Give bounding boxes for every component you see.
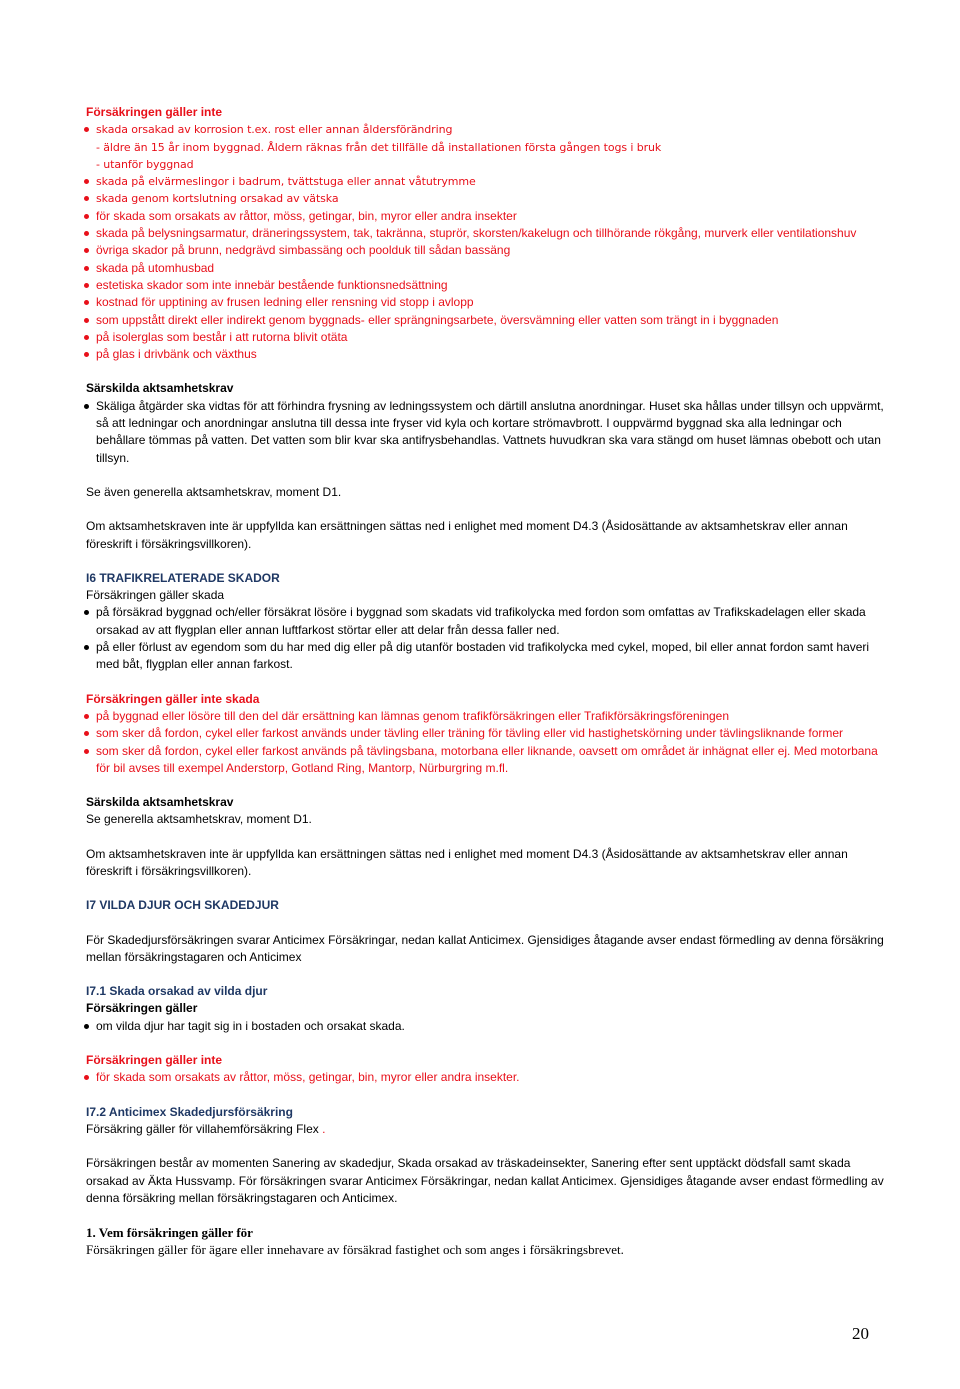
- list-subitem: - utanför byggnad: [96, 157, 194, 171]
- list-item: skada på utomhusbad: [86, 260, 886, 277]
- list-item: skada genom kortslutning orsakad av vätska: [86, 190, 886, 207]
- section-subheading: Försäkringen gäller: [86, 1001, 198, 1016]
- section-subheading: I7.1 Skada orsakad av vilda djur: [86, 984, 268, 999]
- section-heading: I7 VILDA DJUR OCH SKADEDJUR: [86, 898, 279, 913]
- list-item: på försäkrad byggnad och/eller försäkrat lösöre i byggnad som skadats vid trafikolycka med fordon som omfattas av Trafikskadelagen eller skada orsakad av att flygplan eller annan luftfarkost störtar eller att delar från dessa faller ned.: [86, 604, 886, 639]
- list-item: skada på belysningsarmatur, dräneringssystem, tak, takränna, stuprör, skorsten/kakelugn och tillhörande rökgång, murverk eller ventilationshuv: [86, 225, 886, 242]
- section-heading: Försäkringen gäller inte: [86, 105, 223, 119]
- list-item: för skada som orsakats av råttor, möss, getingar, bin, myror eller andra insekter: [86, 208, 886, 225]
- list-item: som sker då fordon, cykel eller farkost används under tävling eller träning för tävling eller vid hastighetskörning under tävlingsliknande former: [86, 725, 886, 742]
- paragraph: Se även generella aktsamhetskrav, moment D1.: [86, 484, 342, 499]
- paragraph: Försäkringen gäller för ägare eller innehavare av försäkrad fastighet och som anges i försäkringsbrevet.: [86, 1242, 624, 1258]
- paragraph: Om aktsamhetskraven inte är uppfyllda kan ersättningen sättas ned i enlighet med moment D4.3 (Åsidosättande av aktsamhetskrav eller annan föreskrift i försäkringsvillkoren).: [86, 846, 848, 878]
- paragraph: Se generella aktsamhetskrav, moment D1.: [86, 812, 312, 827]
- exclusion-list: [86, 708, 886, 777]
- list-item: på byggnad eller lösöre till den del där ersättning kan lämnas genom trafikförsäkringen eller Trafikförsäkringsföreningen: [86, 708, 886, 725]
- section-subheading: I7.2 Anticimex Skadedjursförsäkring: [86, 1104, 293, 1119]
- list-item: på glas i drivbänk och växthus: [86, 346, 886, 363]
- section-heading: I6 TRAFIKRELATERADE SKADOR: [86, 570, 280, 585]
- list-item: på isolerglas som består i att rutorna blivit otäta: [86, 329, 886, 346]
- section-heading: Försäkringen gäller inte: [86, 1053, 223, 1068]
- coverage-list: [86, 1018, 886, 1035]
- page-number: 20: [852, 1324, 869, 1343]
- list-item: estetiska skador som inte innebär bestående funktionsnedsättning: [86, 277, 886, 294]
- paragraph: [86, 1121, 886, 1138]
- document-page: [86, 104, 886, 1259]
- numbered-heading: 1. Vem försäkringen gäller för: [86, 1225, 253, 1241]
- flex-mark: .: [322, 1121, 326, 1136]
- exclusion-list: [86, 208, 886, 364]
- paragraph: För Skadedjursförsäkringen svarar Anticimex Försäkringar, nedan kallat Anticimex. Gjensidiges åtagande avser endast förmedling av denna försäkring mellan försäkringstagaren och Anticimex: [86, 932, 884, 964]
- list-item: kostnad för upptining av frusen ledning eller rensning vid stopp i avlopp: [86, 294, 886, 311]
- list-item: om vilda djur har tagit sig in i bostaden och orsakat skada.: [86, 1018, 886, 1035]
- paragraph: Om aktsamhetskraven inte är uppfyllda kan ersättningen sättas ned i enlighet med moment D4.3 (Åsidosättande av aktsamhetskrav eller annan föreskrift i försäkringsvillkoren).: [86, 519, 848, 551]
- list-item: skada på elvärmeslingor i badrum, tvättstuga eller annat våtutrymme: [86, 173, 886, 190]
- paragraph: Försäkringen består av momenten Sanering av skadedjur, Skada orsakad av träskadeinsekter, Sanering efter sent upptäckt dödsfall samt skada orsakad av Äkta Hussvamp. För försäkringen svarar Anticimex Försäkringar, nedan kallat Anticimex. Gjensidiges åtagande avser endast förmedling av denna försäkring mellan försäkringstagaren och Anticimex.: [86, 1156, 884, 1205]
- exclusion-list: [86, 1069, 886, 1086]
- list-item: på eller förlust av egendom som du har med dig eller på dig utanför bostaden vid trafikolycka med cykel, moped, bil eller annat fordon samt haveri med båt, flygplan eller annan farkost.: [86, 639, 886, 674]
- section-heading: Särskilda aktsamhetskrav: [86, 795, 234, 810]
- list-item: för skada som orsakats av råttor, möss, getingar, bin, myror eller andra insekter.: [86, 1069, 886, 1086]
- list-item: som uppstått direkt eller indirekt genom byggnads- eller sprängningsarbete, översvämning eller vatten som trängt in i byggnaden: [86, 312, 886, 329]
- list-item: som sker då fordon, cykel eller farkost används på tävlingsbana, motorbana eller liknande, oavsett om området är inhägnat eller ej. Med motorbana för bil avses till exempel Anderstorp, Gotland Ring, Mantorp, Nürburgring m.fl.: [86, 743, 886, 778]
- exclusion-list: [86, 121, 886, 138]
- coverage-list: [86, 604, 886, 673]
- list-item: Skäliga åtgärder ska vidtas för att förhindra frysning av ledningssystem och därtill anslutna anordningar. Huset ska hållas under tillsyn och uppvärmt, så att ledningar och anordningar anslutna till dessa inte fryser vid kyla och kortare strömavbrott. I ouppvärmd byggnad ska alla ledningar och behållare tömmas på vatten. Det vatten som blir kvar ska antifrysbehandlas. Vattnets huvudkran ska vara stängd om huset lämnas obebott och utan tillsyn.: [86, 398, 886, 467]
- list-subitem: - äldre än 15 år inom byggnad. Åldern räknas från det tillfälle då installationen första gången togs i bruk: [96, 140, 662, 154]
- list-item: övriga skador på brunn, nedgrävd simbassäng och poolduk till sådan bassäng: [86, 242, 886, 259]
- list-item: skada orsakad av korrosion t.ex. rost eller annan åldersförändring: [86, 121, 886, 138]
- section-heading: Försäkringen gäller inte skada: [86, 691, 260, 706]
- requirement-list: [86, 398, 886, 467]
- exclusion-list: [86, 173, 886, 208]
- section-subheading: Försäkringen gäller skada: [86, 588, 225, 603]
- section-heading: Särskilda aktsamhetskrav: [86, 381, 234, 396]
- flex-text: Försäkring gäller för villahemförsäkring Flex: [86, 1121, 319, 1136]
